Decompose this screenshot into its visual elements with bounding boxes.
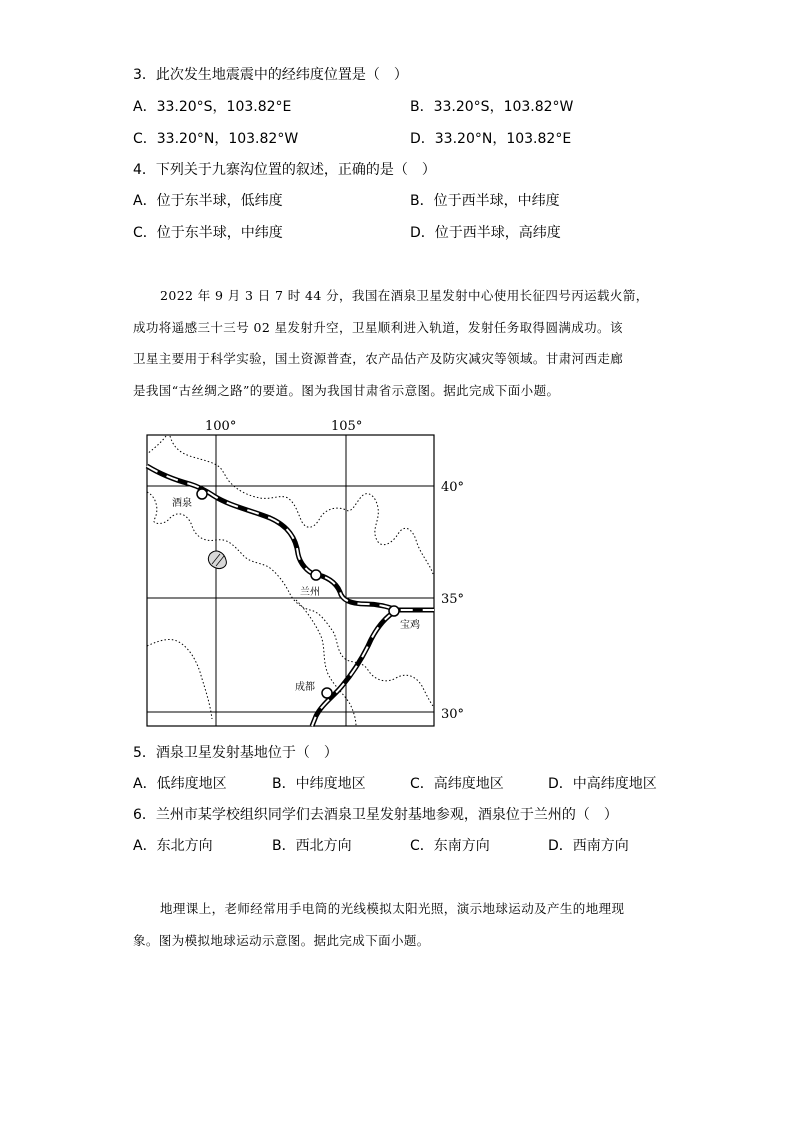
passage-2 [133,893,673,956]
q4-option-c: C．位于东半球，中纬度 [133,225,283,241]
q4-option-a: A．位于东半球，低纬度 [133,193,283,209]
boundary-southwest [147,640,212,719]
city-marker-jiuquan [197,489,207,499]
q5-option-a: A．低纬度地区 [133,776,227,792]
city-label-baoji: 宝鸡 [400,620,420,631]
passage-1-line-3: 卫星主要用于科学实验，国土资源普查，农产品估产及防灾减灾等领域。甘肃河西走廊 [133,351,624,366]
passage-2-line-2: 象。图为模拟地球运动示意图。据此完成下面小题。 [133,932,430,948]
q5-option-b: B．中纬度地区 [272,776,366,792]
boundary-north [170,436,433,574]
question-4-stem: 4．下列关于九寨沟位置的叙述，正确的是（ ） [133,162,436,178]
lon-label-100: 100° [205,419,237,434]
q4-option-b: B．位于西半球，中纬度 [410,193,560,209]
q6-option-c: C．东南方向 [410,838,490,854]
q3-option-d: D．33.20°N，103.82°E [410,131,572,147]
lat-label-40: 40° [441,480,465,495]
boundary-corner [147,436,166,454]
passage-1-line-4: 是我国“古丝绸之路”的要道。图为我国甘肃省示意图。据此完成下面小题。 [133,382,560,398]
lake-icon [208,551,226,568]
q6-option-d: D．西南方向 [548,838,629,854]
q3-option-c: C．33.20°N，103.82°W [133,131,299,147]
question-5-stem: 5．酒泉卫星发射基地位于（ ） [133,745,338,761]
lat-label-35: 35° [441,592,465,607]
q6-option-a: A．东北方向 [133,838,213,854]
q5-option-d: D．中高纬度地区 [548,776,657,792]
city-marker-chengdu [322,688,332,698]
map-frame [147,435,434,726]
city-label-chengdu: 成都 [295,682,315,693]
q3-option-a: A．33.20°S，103.82°E [133,99,292,115]
city-label-jiuquan: 酒泉 [172,498,192,509]
passage-1 [133,280,673,406]
city-marker-lanzhou [311,570,321,580]
passage-1-line-2: 成功将遥感三十三号 02 星发射升空，卫星顺利进入轨道，发射任务取得圆满成功。该 [133,319,623,335]
q5-option-c: C．高纬度地区 [410,776,504,792]
q3-option-b: B．33.20°S，103.82°W [410,99,574,115]
passage-2-line-1: 地理课上，老师经常用手电筒的光线模拟太阳光照，演示地球运动及产生的地理现 [160,901,625,916]
q4-option-d: D．位于西半球，高纬度 [410,225,561,241]
gansu-map [130,414,475,732]
city-marker-baoji [389,606,399,616]
city-label-lanzhou: 兰州 [300,587,320,598]
lon-label-105: 105° [331,419,363,434]
passage-1-line-1: 2022 年 9 月 3 日 7 时 44 分，我国在酒泉卫星发射中心使用长征四号丙运载火箭， [160,288,649,303]
lat-label-30: 30° [441,707,465,722]
boundary-middle [147,492,433,706]
question-6-stem: 6．兰州市某学校组织同学们去酒泉卫星发射基地参观，酒泉位于兰州的（ ） [133,807,618,823]
question-3-stem: 3．此次发生地震震中的经纬度位置是（ ） [133,67,408,83]
boundary-south [296,600,356,726]
q6-option-b: B．西北方向 [272,838,352,854]
